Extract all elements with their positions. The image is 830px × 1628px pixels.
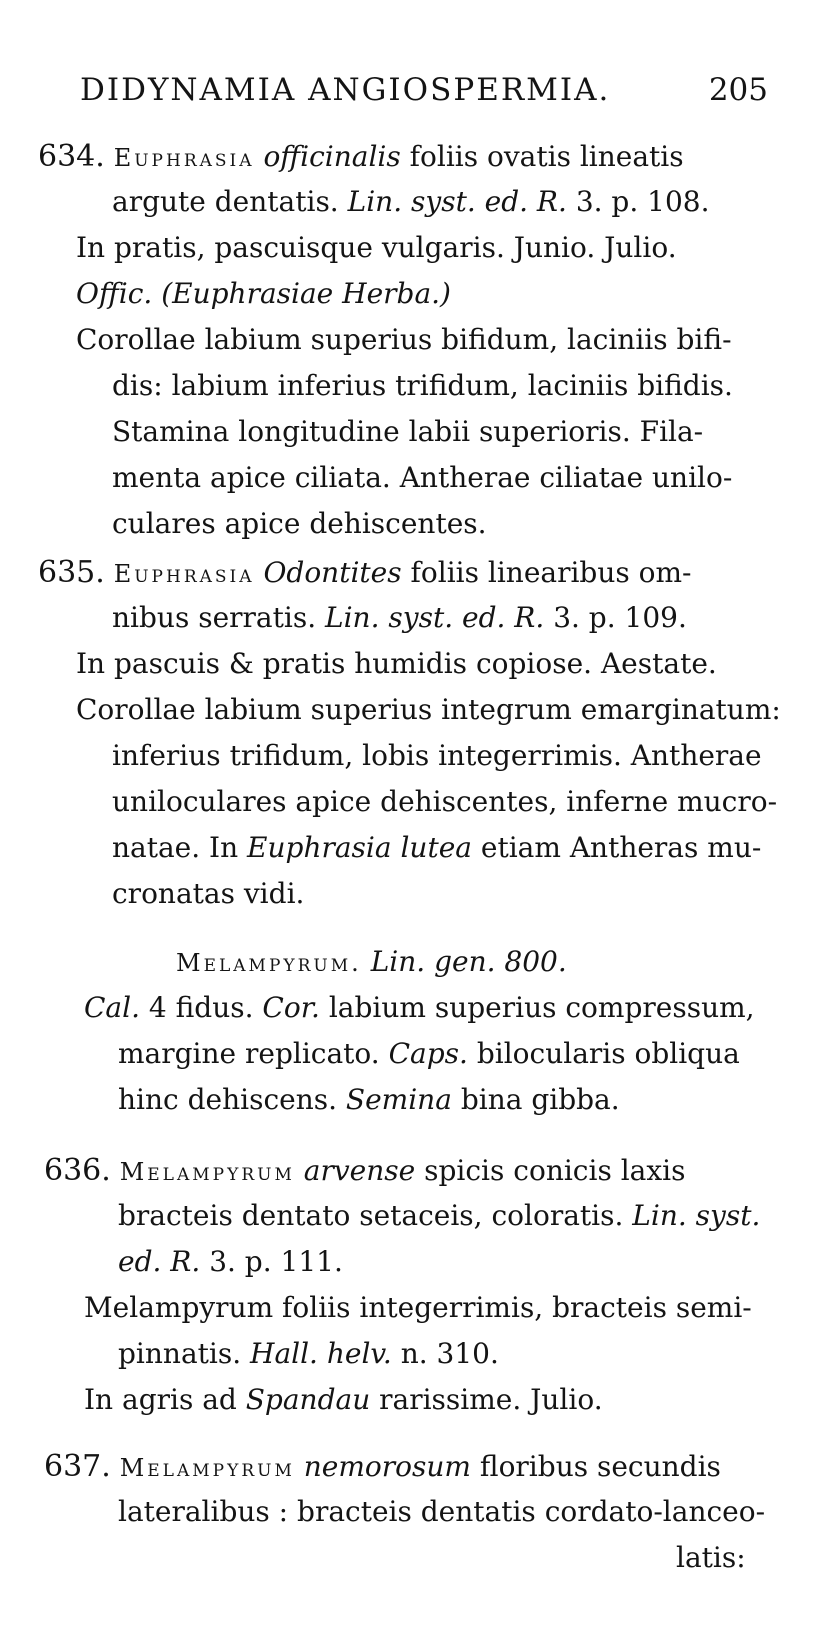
habitat-text: rarissime. Julio. [379,1383,603,1416]
entry-number: 636. [44,1153,111,1188]
diagnosis-text: floribus secundis [479,1450,721,1483]
species-name: arvense [303,1154,416,1187]
entry-636-synonym: Melampyrum foliis integerrimis, bracteis semi- [84,1291,752,1324]
entry-636-synonym [118,1337,499,1370]
term: Caps. [388,1037,468,1070]
entry-634-description: culares apice dehiscentes. [112,507,487,540]
entry-634-officinal: Offic. (Euphrasiae Herba.) [76,277,451,310]
species-name: officinalis [263,140,401,173]
reference: ed. R. [118,1245,201,1278]
reference-pages: 3. p. 109. [553,601,687,634]
genus-heading-name: Melampyrum. [176,949,362,977]
genus-name: Melampyrum [119,1158,295,1186]
entry-634-line-2 [112,185,710,218]
diagnosis-text: foliis linearibus om- [410,556,692,589]
entry-634-description: Corollae labium superius bifidum, laciniis bifi- [76,323,732,356]
description-text: 4 fidus. [148,991,254,1024]
term: Cal. [84,991,140,1024]
reference-pages: 3. p. 111. [209,1245,343,1278]
entry-635-description: cronatas vidi. [112,877,305,910]
diagnosis-text: nibus serratis. [112,601,317,634]
synonym-text: pinnatis. [118,1337,242,1370]
description-text: natae. In [112,831,239,864]
entry-636-habitat [84,1383,603,1416]
habitat-text: In agris ad [84,1383,237,1416]
entry-637-line-3: latis: [676,1541,746,1574]
entry-637-line-1 [44,1449,721,1484]
description-text: bilocularis obliqua [476,1037,740,1070]
reference-pages: 3. p. 108. [575,185,710,218]
entry-634-description: menta apice ciliata. Antherae ciliatae unilo- [112,461,733,494]
place-name: Spandau [245,1383,371,1416]
term: Cor. [262,991,320,1024]
entry-634-description: Stamina longitudine labii superioris. Fila- [112,415,704,448]
description-text: labium superius compressum, [328,991,755,1024]
reference: Hall. helv. [250,1337,392,1370]
genus-name: Melampyrum [119,1454,295,1482]
running-head: DIDYNAMIA ANGIOSPERMIA. [80,72,611,108]
entry-635-line-2 [112,601,687,634]
reference-pages: n. 310. [400,1337,499,1370]
reference: Lin. syst. ed. R. [347,185,567,218]
entry-634-description: dis: labium inferius trifidum, laciniis bifidis. [112,369,733,402]
entry-637-line-2: lateralibus : bracteis dentatis cordato-lanceo- [118,1495,766,1528]
reference: Lin. syst. [632,1199,761,1232]
entry-635-description: inferius trifidum, lobis integerrimis. Antherae [112,739,762,772]
genus-name: Euphrasia [113,560,255,588]
entry-635-line-1 [38,555,692,590]
genus-heading-reference: Lin. gen. 800. [370,945,567,978]
entry-635-description [112,831,762,864]
entry-number: 637. [44,1449,111,1484]
species-name: nemorosum [303,1450,471,1483]
entry-635-habitat: In pascuis & pratis humidis copiose. Aestate. [76,647,717,680]
entry-635-description: Corollae labium superius integrum emarginatum: [76,693,781,726]
entry-636-line-2 [118,1199,761,1232]
entry-634-habitat: In pratis, pascuisque vulgaris. Junio. Julio. [76,231,677,264]
entry-635-description: uniloculares apice dehiscentes, inferne mucro- [112,785,778,818]
diagnosis-text: argute dentatis. [112,185,339,218]
diagnosis-text: spicis conicis laxis [424,1154,686,1187]
species-reference: Euphrasia lutea [247,831,472,864]
genus-description [118,1083,620,1116]
species-name: Odontites [263,556,402,589]
genus-heading [176,945,567,978]
entry-636-line-1 [44,1153,686,1188]
diagnosis-text: foliis ovatis lineatis [409,140,684,173]
description-text: margine replicato. [118,1037,380,1070]
page-number: 205 [708,72,768,108]
entry-634-line-1 [38,139,684,174]
entry-number: 634. [38,139,105,174]
genus-description [118,1037,740,1070]
diagnosis-text: bracteis dentato setaceis, coloratis. [118,1199,624,1232]
genus-name: Euphrasia [113,144,255,172]
term: Semina [345,1083,452,1116]
description-text: hinc dehiscens. [118,1083,338,1116]
entry-636-line-3 [118,1245,343,1278]
genus-description [84,991,755,1024]
description-text: bina gibba. [460,1083,620,1116]
description-text: etiam Antheras mu- [480,831,762,864]
entry-number: 635. [38,555,105,590]
reference: Lin. syst. ed. R. [325,601,545,634]
